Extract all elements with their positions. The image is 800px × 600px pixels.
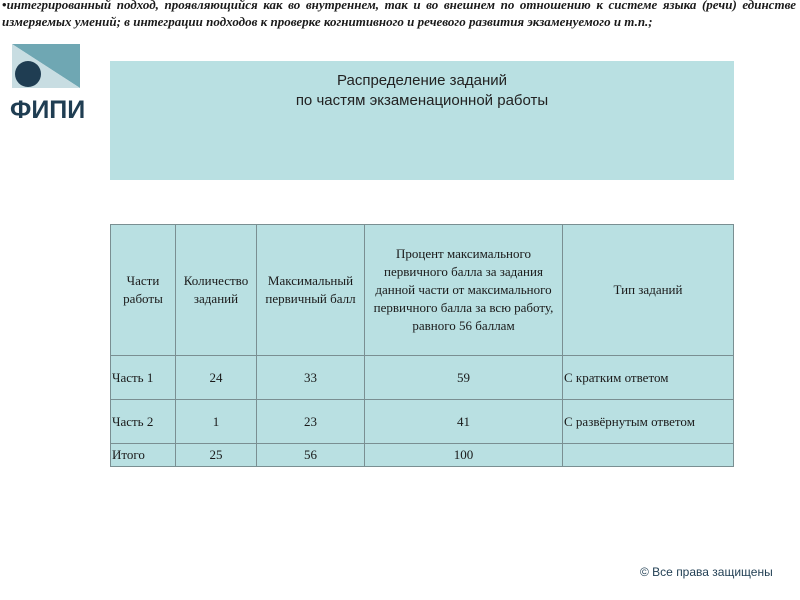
header-max-score: Максимальный первичный балл (257, 225, 365, 356)
table-row (111, 400, 734, 444)
cell-part: Часть 1 (111, 356, 176, 400)
cell-type: С развёрнутым ответом (563, 400, 734, 444)
title-line-2: по частям экзаменационной работы (295, 92, 549, 109)
header-count: Количество заданий (176, 225, 257, 356)
cell-max-score: 33 (257, 356, 365, 400)
cell-percent: 41 (365, 400, 563, 444)
cell-percent: 100 (365, 444, 563, 467)
bullet: • (2, 0, 7, 12)
header-percent: Процент максимального первичного балла за задания данной части от максимального первичного балла за всю работу, равного 56 баллам (365, 225, 563, 356)
copyright-text: © Все права защищены (640, 565, 773, 579)
cell-part: Часть 2 (111, 400, 176, 444)
intro-paragraph (2, 0, 796, 30)
cell-count: 24 (176, 356, 257, 400)
cell-percent: 59 (365, 356, 563, 400)
cell-max-score: 23 (257, 400, 365, 444)
table-row (111, 356, 734, 400)
cell-count: 1 (176, 400, 257, 444)
title-line-1: Распределение заданий (336, 72, 508, 89)
cell-type: С кратким ответом (563, 356, 734, 400)
cell-type (563, 444, 734, 467)
logo-text: ФИПИ (10, 96, 86, 124)
header-parts: Части работы (111, 225, 176, 356)
cell-part: Итого (111, 444, 176, 467)
title-box (110, 61, 734, 180)
cell-count: 25 (176, 444, 257, 467)
table-row-total (111, 444, 734, 467)
table-header-row (111, 225, 734, 356)
distribution-table (110, 224, 734, 467)
intro-text: интегрированный подход, проявляющийся как во внутреннем, так и во внешнем по отношению к системе языка (речи) единстве измеряемых умений; в интеграции подходов к проверке когнитивного и речевого развития экзаменуемого и т.п.; (2, 0, 796, 29)
cell-max-score: 56 (257, 444, 365, 467)
header-type: Тип заданий (563, 225, 734, 356)
